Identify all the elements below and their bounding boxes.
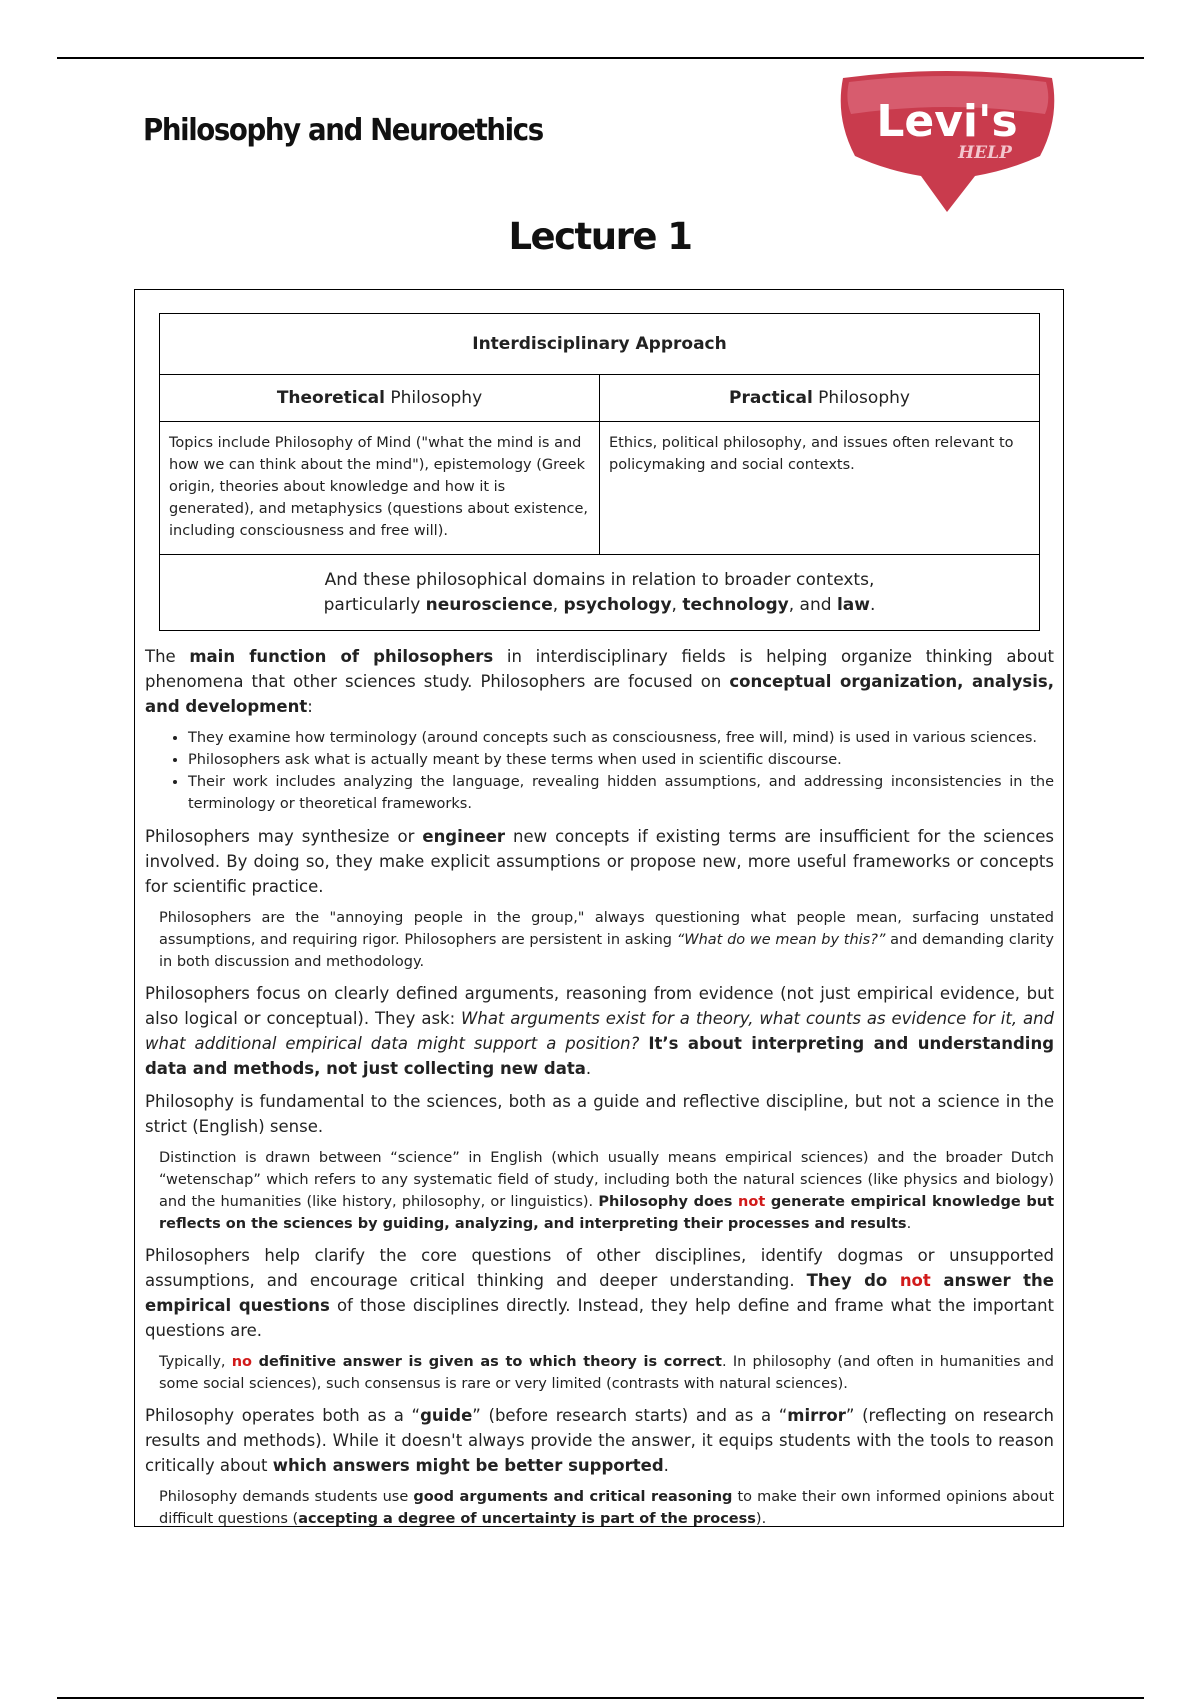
list-item: • They examine how terminology (around concepts such as consciousness, free will, mind) is used in various sciences. bbox=[188, 727, 1054, 749]
n3-text-c: . In philosophy (and often in humanities and some social sciences), such consensus is rare or very limited (contrasts with natural sciences). bbox=[159, 1354, 1054, 1392]
n1-text-a: Philosophers are the "annoying people in the group," always questioning what people mean, surfacing unstated assumptions, and requiring rigor. Philosophers are persistent in asking bbox=[159, 910, 1054, 948]
n4-text-c: to make their own informed opinions about difficult questions ( bbox=[159, 1489, 1055, 1527]
list-item: • Philosophers ask what is actually meant by these terms when used in scientific discourse. bbox=[188, 749, 1054, 771]
logo-subtext: HELP bbox=[958, 143, 1012, 163]
p2-bold-engineer: engineer bbox=[422, 827, 506, 846]
logo-text: Levi's bbox=[876, 96, 1018, 147]
p2-text-a: Philosophers may synthesize or bbox=[145, 827, 423, 846]
footer-bold-neuroscience: neuroscience bbox=[425, 595, 553, 615]
footer-end: . bbox=[869, 595, 876, 615]
n4-text-a: Philosophy demands students use bbox=[159, 1489, 414, 1505]
levis-help-logo bbox=[835, 70, 1060, 216]
p1-bold-main-function: main function of philosophers bbox=[189, 647, 494, 666]
p5-text-c: of those disciplines directly. Instead, they help define and frame what the important questions are. bbox=[145, 1296, 1054, 1340]
col1-rest: Philosophy bbox=[384, 388, 483, 408]
practical-cell: Ethics, political philosophy, and issues often relevant to policymaking and social contexts. bbox=[600, 422, 1040, 555]
footer-bold-psychology: psychology bbox=[563, 595, 672, 615]
col2-bold: Practical bbox=[729, 388, 813, 408]
n2-text-a: Distinction is drawn between “science” in English (which usually means empirical sciences) and the broader Dutch “wetenschap” which refers to any systematic field of study, including both the natural sciences (like physics and biology) and the humanities (like history, philosophy, or linguistics). bbox=[159, 1150, 1054, 1210]
document-title: Philosophy and Neuroethics bbox=[143, 113, 543, 148]
n4-text-end: ). bbox=[755, 1511, 767, 1527]
p6-text-d: ” (reflecting on research results and methods). While it doesn't always provide the answer, it equips students with the tools to reason critically about bbox=[145, 1406, 1054, 1475]
footer-sep-1: , bbox=[552, 595, 564, 615]
p1-text-a: The bbox=[145, 647, 190, 666]
bottom-rule bbox=[57, 1697, 1144, 1699]
p5-bold-2: answer the empirical questions bbox=[145, 1271, 1054, 1315]
p6-bold-guide: guide bbox=[420, 1406, 473, 1425]
table-title: Interdisciplinary Approach bbox=[160, 314, 1040, 375]
p1-text-e: : bbox=[307, 697, 313, 716]
p3-text-a: Philosophers focus on clearly defined arguments, reasoning from evidence (not just empirical evidence, but also logical or conceptual). They ask: bbox=[145, 984, 1054, 1028]
p6-bold-mirror: mirror bbox=[787, 1406, 846, 1425]
list-item: • Their work includes analyzing the language, revealing hidden assumptions, and addressing inconsistencies in the terminology or theoretical frameworks. bbox=[188, 771, 1054, 815]
p6-text-a: Philosophy operates both as a “ bbox=[145, 1406, 421, 1425]
p3-italic-question: What arguments exist for a theory, what counts as evidence for it, and what additional empirical data might support a position? bbox=[145, 1009, 1054, 1053]
p1-text-c: in interdisciplinary fields is helping organize thinking about phenomena that other sciences study. Philosophers are focused on bbox=[145, 647, 1055, 691]
column-header-practical bbox=[600, 375, 1040, 422]
n3-bold-definitive: definitive answer is given as to which theory is correct bbox=[252, 1354, 722, 1370]
n3-red-no: no bbox=[231, 1354, 253, 1370]
footer-bold-law: law bbox=[836, 595, 870, 615]
theoretical-cell: Topics include Philosophy of Mind ("what the mind is and how we can think about the mind"), epistemology (Greek origin, theories about knowledge and how it is generated), and metaphysics (questions about existence, including consciousness and free will). bbox=[160, 422, 600, 555]
note-no-definitive-answer bbox=[159, 1351, 1054, 1395]
note-critical-reasoning bbox=[159, 1486, 1054, 1530]
paragraph-fundamental: Philosophy is fundamental to the sciences, both as a guide and reflective discipline, but not a science in the strict (English) sense. bbox=[145, 1092, 1054, 1136]
n2-bold-2: generate empirical knowledge but reflects on the sciences by guiding, analyzing, and interpreting their processes and results bbox=[159, 1194, 1055, 1232]
paragraph-main-function bbox=[145, 644, 1054, 719]
n2-bold-1: Philosophy does bbox=[598, 1194, 739, 1210]
n3-text-a: Typically, bbox=[159, 1354, 232, 1370]
p6-text-end: . bbox=[663, 1456, 669, 1475]
lecture-title: Lecture 1 bbox=[508, 215, 692, 258]
table-footer bbox=[160, 555, 1040, 631]
paragraph-engineer bbox=[145, 824, 1054, 899]
p3-space bbox=[639, 1034, 648, 1053]
p1-bold-conceptual: conceptual organization, analysis, and development bbox=[145, 672, 1054, 716]
col1-bold: Theoretical bbox=[276, 388, 385, 408]
footer-line-1: And these philosophical domains in relation to broader contexts, bbox=[324, 570, 875, 590]
footer-pre: particularly bbox=[323, 595, 426, 615]
column-header-theoretical bbox=[160, 375, 600, 422]
note-wetenschap bbox=[159, 1147, 1054, 1235]
p6-text-c: ” (before research starts) and as a “ bbox=[472, 1406, 788, 1425]
paragraph-guide-mirror bbox=[145, 1403, 1054, 1478]
n1-text-b: and demanding clarity in both discussion and methodology. bbox=[159, 932, 1055, 970]
n4-bold-arguments: good arguments and critical reasoning bbox=[413, 1489, 733, 1505]
lecture-content bbox=[145, 644, 1054, 1538]
top-rule bbox=[57, 57, 1144, 59]
p5-red-not: not bbox=[899, 1271, 931, 1290]
n1-italic-question: “What do we mean by this?” bbox=[676, 932, 886, 948]
interdisciplinary-table bbox=[159, 313, 1040, 631]
footer-sep-2: , bbox=[671, 595, 683, 615]
p6-bold-answers: which answers might be better supported bbox=[272, 1456, 664, 1475]
footer-bold-technology: technology bbox=[682, 595, 789, 615]
n2-text-end: . bbox=[906, 1216, 912, 1232]
n2-red-not: not bbox=[738, 1194, 766, 1210]
paragraph-clarify bbox=[145, 1243, 1054, 1343]
n4-bold-uncertainty: accepting a degree of uncertainty is part of the process bbox=[298, 1511, 756, 1527]
paragraph-arguments bbox=[145, 981, 1054, 1081]
note-annoying-people bbox=[159, 907, 1054, 973]
bullet-list bbox=[145, 727, 1054, 815]
p5-bold-1: They do bbox=[806, 1271, 900, 1290]
p3-text-end: . bbox=[585, 1059, 592, 1078]
p3-bold-interpreting: It’s about interpreting and understanding data and methods, not just collecting new data bbox=[145, 1034, 1055, 1078]
p5-text-a: Philosophers help clarify the core questions of other disciplines, identify dogmas or unsupported assumptions, and encourage critical thinking and deeper understanding. bbox=[145, 1246, 1054, 1290]
footer-sep-3: , and bbox=[788, 595, 837, 615]
p2-text-c: new concepts if existing terms are insufficient for the sciences involved. By doing so, they make explicit assumptions or propose new, more useful frameworks or concepts for scientific practice. bbox=[145, 827, 1054, 896]
col2-rest: Philosophy bbox=[812, 388, 910, 408]
